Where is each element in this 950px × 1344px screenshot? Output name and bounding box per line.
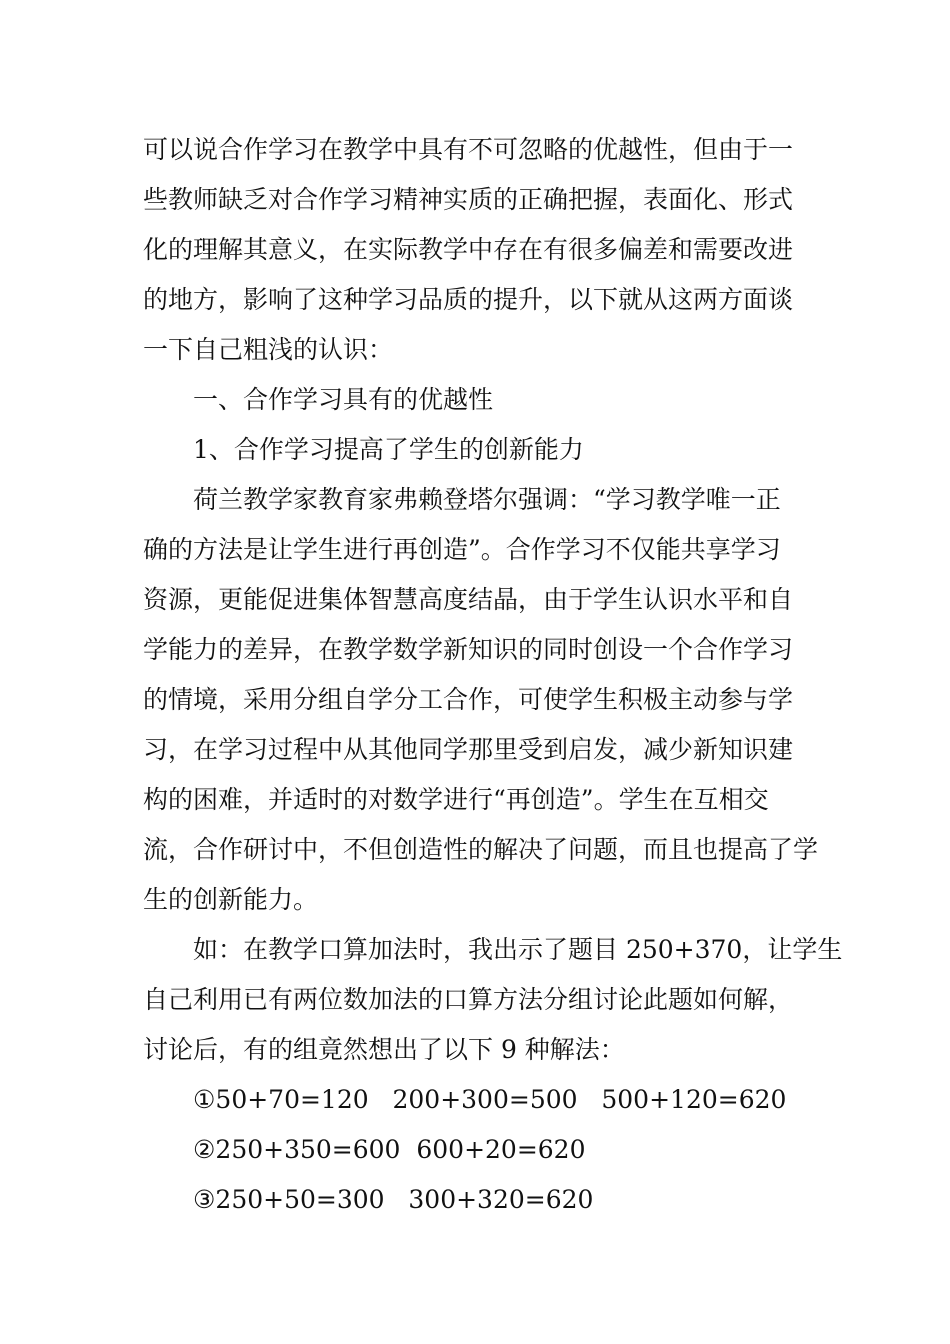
text-line: 如：在教学口算加法时，我出示了题目 250+370，让学生 — [193, 935, 843, 964]
solution-line: ②250+350=600 600+20=620 — [193, 1135, 586, 1164]
text-line: 流，合作研讨中，不但创造性的解决了问题，而且也提高了学 — [143, 835, 819, 864]
subsection-heading: 1、合作学习提高了学生的创新能力 — [193, 435, 584, 464]
text-line: 的地方，影响了这种学习品质的提升，以下就从这两方面谈 — [143, 285, 794, 314]
text-line: 讨论后，有的组竟然想出了以下 9 种解法： — [143, 1035, 625, 1064]
section-heading: 一、合作学习具有的优越性 — [193, 385, 494, 414]
text-line: 化的理解其意义，在实际教学中存在有很多偏差和需要改进 — [143, 235, 794, 264]
text-line: 些教师缺乏对合作学习精神实质的正确把握，表面化、形式 — [143, 185, 794, 214]
text-line: 可以说合作学习在教学中具有不可忽略的优越性，但由于一 — [143, 135, 794, 164]
text-line: 的情境，采用分组自学分工合作，可使学生积极主动参与学 — [143, 685, 794, 714]
text-line: 习，在学习过程中从其他同学那里受到启发，减少新知识建 — [143, 735, 794, 764]
text-line: 资源，更能促进集体智慧高度结晶，由于学生认识水平和自 — [143, 585, 794, 614]
text-line: 构的困难，并适时的对数学进行“再创造”。学生在互相交 — [143, 785, 769, 814]
document-body — [143, 125, 843, 1225]
text-line: 生的创新能力。 — [143, 885, 319, 914]
solution-line: ①50+70=120 200+300=500 500+120=620 — [193, 1085, 787, 1114]
solution-line: ③250+50=300 300+320=620 — [193, 1185, 594, 1214]
text-line: 自己利用已有两位数加法的口算方法分组讨论此题如何解， — [143, 985, 794, 1014]
text-line: 一下自己粗浅的认识： — [143, 335, 394, 364]
text-line: 确的方法是让学生进行再创造”。合作学习不仅能共享学习 — [143, 535, 781, 564]
text-line: 荷兰教学家教育家弗赖登塔尔强调：“学习教学唯一正 — [193, 485, 781, 514]
text-line: 学能力的差异，在教学数学新知识的同时创设一个合作学习 — [143, 635, 794, 664]
